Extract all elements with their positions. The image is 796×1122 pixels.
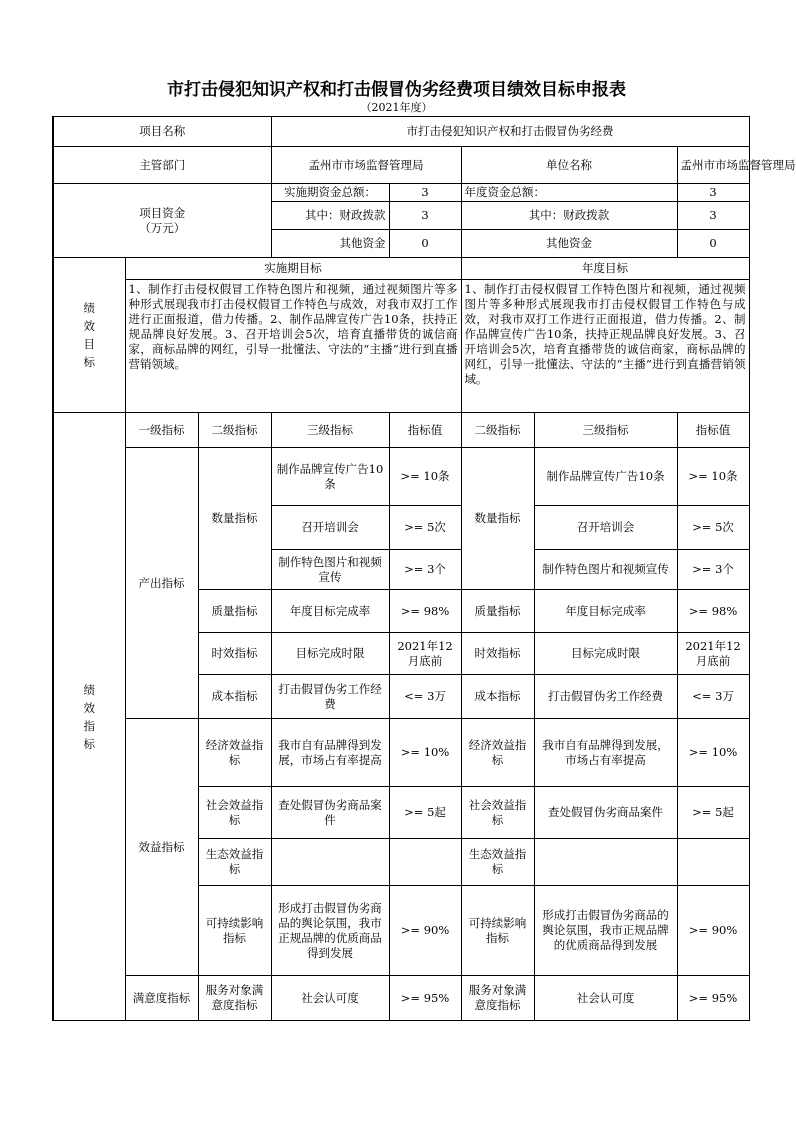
header-level1: 一级指标 xyxy=(125,413,198,448)
satisfaction-indicator-label: 满意度指标 xyxy=(125,976,198,1021)
annual-fiscal-appropriation-label: 其中：财政拨款 xyxy=(461,202,677,230)
annual-funds-label: 年度资金总额： xyxy=(461,184,677,202)
annual-timeliness-item: 目标完成时限 xyxy=(534,633,677,675)
annual-funds-value: 3 xyxy=(677,184,749,202)
annual-service-satisfaction-value: >= 95% xyxy=(677,976,749,1021)
service-satisfaction-label: 服务对象满意度指标 xyxy=(198,976,271,1021)
quantity-item-2: 召开培训会 xyxy=(271,506,389,550)
header-level3: 三级指标 xyxy=(271,413,389,448)
cost-item: 打击假冒伪劣工作经费 xyxy=(271,675,389,719)
header-value: 指标值 xyxy=(389,413,461,448)
annual-goal-header: 年度目标 xyxy=(461,258,749,280)
annual-other-funds-label: 其他资金 xyxy=(461,230,677,258)
performance-goals-label: 绩 效 目 标 xyxy=(53,258,125,413)
header-level2: 二级指标 xyxy=(198,413,271,448)
performance-target-form xyxy=(52,116,796,1021)
other-funds-label: 其他资金 xyxy=(271,230,389,258)
annual-service-satisfaction-item: 社会认可度 xyxy=(534,976,677,1021)
annual-sustainable-item: 形成打击假冒伪劣商品的舆论氛围，我市正规品牌的优质商品得到发展 xyxy=(534,886,677,976)
header-annual-level2: 二级指标 xyxy=(461,413,534,448)
annual-economic-indicator-label: 经济效益指标 xyxy=(461,719,534,787)
ecological-item xyxy=(271,839,389,886)
annual-social-indicator-label: 社会效益指标 xyxy=(461,787,534,839)
annual-goal-text: 1、制作打击侵权假冒工作特色图片和视频，通过视频图片等多种形式展现我市打击侵权假冒工作特色与成效，对我市双打工作进行正面报道，借力传播。2、制作品牌宣传广告10条，扶持正规品牌良好发展。3、召开培训会5次，培育直播带货的诚信商家，商标品牌的网红，引导一批懂法、守法的“主播”进行到直播营销领域。 xyxy=(461,280,749,413)
quantity-indicator-label: 数量指标 xyxy=(198,448,271,590)
economic-indicator-label: 经济效益指标 xyxy=(198,719,271,787)
annual-quantity-item-3: 制作特色图片和视频宣传 xyxy=(534,550,677,590)
cost-indicator-label: 成本指标 xyxy=(198,675,271,719)
annual-timeliness-item-value: 2021年12月底前 xyxy=(677,633,749,675)
fiscal-appropriation-label: 其中：财政拨款 xyxy=(271,202,389,230)
project-name-value: 市打击侵犯知识产权和打击假冒伪劣经费 xyxy=(271,117,749,147)
annual-social-item: 查处假冒伪劣商品案件 xyxy=(534,787,677,839)
sustainable-item: 形成打击假冒伪劣商品的舆论氛围，我市正规品牌的优质商品得到发展 xyxy=(271,886,389,976)
service-satisfaction-item: 社会认可度 xyxy=(271,976,389,1021)
timeliness-item: 目标完成时限 xyxy=(271,633,389,675)
implementation-goal-header: 实施期目标 xyxy=(125,258,461,280)
quality-item: 年度目标完成率 xyxy=(271,590,389,633)
service-satisfaction-value: >= 95% xyxy=(389,976,461,1021)
annual-ecological-indicator-label: 生态效益指标 xyxy=(461,839,534,886)
annual-quality-indicator-label: 质量指标 xyxy=(461,590,534,633)
timeliness-item-value: 2021年12月底前 xyxy=(389,633,461,675)
benefit-indicator-label: 效益指标 xyxy=(125,719,198,976)
annual-ecological-item xyxy=(534,839,677,886)
annual-quantity-item-2-value: >= 5次 xyxy=(677,506,749,550)
header-annual-level3: 三级指标 xyxy=(534,413,677,448)
annual-quantity-item-3-value: >= 3个 xyxy=(677,550,749,590)
supervising-dept-label: 主管部门 xyxy=(53,147,271,184)
sustainable-item-value: >= 90% xyxy=(389,886,461,976)
annual-cost-item-value: <= 3万 xyxy=(677,675,749,719)
quantity-item-3: 制作特色图片和视频宣传 xyxy=(271,550,389,590)
economic-item-value: >= 10% xyxy=(389,719,461,787)
annual-cost-item: 打击假冒伪劣工作经费 xyxy=(534,675,677,719)
ecological-indicator-label: 生态效益指标 xyxy=(198,839,271,886)
quantity-item-2-value: >= 5次 xyxy=(389,506,461,550)
annual-ecological-item-value xyxy=(677,839,749,886)
economic-item: 我市自有品牌得到发展，市场占有率提高 xyxy=(271,719,389,787)
annual-timeliness-indicator-label: 时效指标 xyxy=(461,633,534,675)
unit-name-label: 单位名称 xyxy=(461,147,677,184)
year-subtitle: （2021年度） xyxy=(360,101,433,114)
annual-cost-indicator-label: 成本指标 xyxy=(461,675,534,719)
supervising-dept-value: 孟州市市场监督管理局 xyxy=(271,147,461,184)
annual-sustainable-item-value: >= 90% xyxy=(677,886,749,976)
annual-social-item-value: >= 5起 xyxy=(677,787,749,839)
annual-quantity-item-2: 召开培训会 xyxy=(534,506,677,550)
fiscal-appropriation-value: 3 xyxy=(389,202,461,230)
unit-name-value: 孟州市市场监督管理局 xyxy=(677,147,749,184)
page-title: 市打击侵犯知识产权和打击假冒伪劣经费项目绩效目标申报表 xyxy=(167,80,626,100)
annual-quality-item-value: >= 98% xyxy=(677,590,749,633)
annual-quantity-item-1: 制作品牌宣传广告10条 xyxy=(534,448,677,506)
annual-economic-item: 我市自有品牌得到发展，市场占有率提高 xyxy=(534,719,677,787)
annual-other-funds-value: 0 xyxy=(677,230,749,258)
project-funds-label xyxy=(53,184,271,258)
project-name-label: 项目名称 xyxy=(53,117,271,147)
quality-indicator-label: 质量指标 xyxy=(198,590,271,633)
annual-fiscal-appropriation-value: 3 xyxy=(677,202,749,230)
implementation-goal-text: 1、制作打击侵权假冒工作特色图片和视频，通过视频图片等多种形式展现我市打击侵权假冒工作特色与成效，对我市双打工作进行正面报道，借力传播。2、制作品牌宣传广告10条，扶持正规品牌良好发展。3、召开培训会5次，培育直播带货的诚信商家，商标品牌的网红，引导一批懂法、守法的“主播”进行到直播营销领域。 xyxy=(125,280,461,413)
annual-sustainable-indicator-label: 可持续影响指标 xyxy=(461,886,534,976)
annual-quantity-indicator-label: 数量指标 xyxy=(461,448,534,590)
performance-indicators-label: 绩 效 指 标 xyxy=(53,413,125,1021)
annual-economic-item-value: >= 10% xyxy=(677,719,749,787)
ecological-item-value xyxy=(389,839,461,886)
total-funds-label: 实施期资金总额： xyxy=(271,184,389,202)
social-item: 查处假冒伪劣商品案件 xyxy=(271,787,389,839)
header-annual-value: 指标值 xyxy=(677,413,749,448)
cost-item-value: <= 3万 xyxy=(389,675,461,719)
quantity-item-1-value: >= 10条 xyxy=(389,448,461,506)
annual-quality-item: 年度目标完成率 xyxy=(534,590,677,633)
other-funds-value: 0 xyxy=(389,230,461,258)
output-indicator-label: 产出指标 xyxy=(125,448,198,719)
sustainable-indicator-label: 可持续影响指标 xyxy=(198,886,271,976)
social-indicator-label: 社会效益指标 xyxy=(198,787,271,839)
quality-item-value: >= 98% xyxy=(389,590,461,633)
annual-service-satisfaction-label: 服务对象满意度指标 xyxy=(461,976,534,1021)
quantity-item-3-value: >= 3个 xyxy=(389,550,461,590)
project-funds-label-line2: （万元） xyxy=(139,220,186,235)
annual-quantity-item-1-value: >= 10条 xyxy=(677,448,749,506)
quantity-item-1: 制作品牌宣传广告10条 xyxy=(271,448,389,506)
total-funds-value: 3 xyxy=(389,184,461,202)
project-funds-label-line1: 项目资金 xyxy=(139,205,186,220)
social-item-value: >= 5起 xyxy=(389,787,461,839)
timeliness-indicator-label: 时效指标 xyxy=(198,633,271,675)
